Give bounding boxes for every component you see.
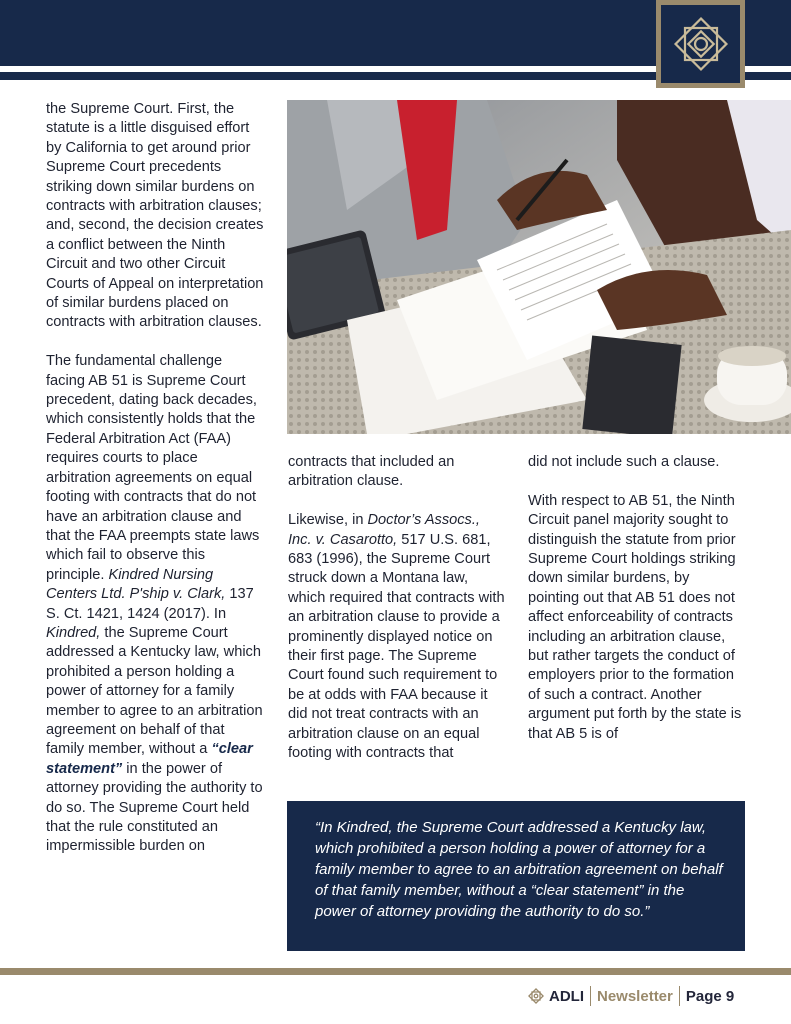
page-footer	[528, 984, 734, 1008]
column-2	[288, 453, 506, 763]
column-3	[528, 453, 742, 744]
col2-paragraph-2: Likewise, in Doctor’s Assocs., Inc. v. Casarotto, 517 U.S. 681, 683 (1996), the Supreme Court struck down a Montana law, which required that contracts with an arbitration clause to provide a prominently displayed notice on their first page. The Supreme Court found such requirement to be at odds with FAA because it did not treat contracts with an arbitration clause on an equal footing with contracts that	[288, 512, 505, 762]
page-number: Page 9	[685, 987, 735, 1005]
footer-brand: ADLI	[549, 987, 584, 1005]
case-citation-casarotto: Doctor’s Assocs., Inc. v. Casarotto,	[288, 512, 480, 548]
business-meeting-photo	[287, 100, 791, 434]
footer-divider	[590, 986, 591, 1006]
footer-rule	[0, 968, 791, 975]
pull-quote: “In Kindred, the Supreme Court addressed a Kentucky law, which prohibited a person holding a power of attorney for a family member to agree to an arbitration agreement on behalf of that family member, without a “clear statement” in the power of attorney providing the authority to do so.”	[287, 801, 745, 951]
col3-paragraph-2: With respect to AB 51, the Ninth Circuit panel majority sought to distinguish the statute from prior Supreme Court holdings striking down similar burdens, by pointing out that AB 51 does not affect enforceability of contracts including an arbitration clause, but rather targets the conduct of employers prior to the formation of such a contract. Another argument put forth by the state is that AB 5 is of	[528, 492, 742, 742]
geometric-knot-logo-icon	[669, 12, 733, 76]
logo	[656, 0, 745, 88]
col3-paragraph-1: did not include such a clause.	[528, 454, 720, 470]
col1-paragraph-2: The fundamental challenge facing AB 51 is Supreme Court precedent, dating back decades, which consistently holds that the Federal Arbitration Act (FAA) requires courts to place arbitration agreements on equal footing with contracts that do not have an arbitration clause and that the FAA preempts state laws which fail to observe this principle. Kindred Nursing Centers Ltd. P'ship v. Clark, 137 S. Ct. 1421, 1424 (2017). In Kindred, the Supreme Court addressed a Kentucky law, which prohibited a person holding a power of attorney for a family member to agree to an arbitration agreement on behalf of that family member, without a “clear statement” in the power of attorney providing the authority to do so. The Supreme Court held that the rule constituted an impermissible burden on	[46, 353, 263, 855]
adli-knot-icon	[528, 988, 544, 1004]
clear-statement-highlight: “clear statement”	[46, 741, 253, 777]
column-1	[46, 100, 264, 857]
case-citation-kindred: Kindred Nursing Centers Ltd. P'ship v. Clark,	[46, 566, 226, 603]
footer-newsletter: Newsletter	[597, 987, 673, 1005]
col2-paragraph-1: contracts that included an arbitration clause.	[288, 454, 455, 490]
col1-paragraph-1: the Supreme Court. First, the statute is a little disguised effort by California to get around prior Supreme Court precedents striking down similar burdens on contracts with arbitration clauses; and, second, the decision creates a conflict between the Ninth Circuit and two other Circuit Courts of Appeal on interpretation of similar burdens placed on contracts with arbitration clauses.	[46, 101, 264, 331]
footer-divider	[679, 986, 680, 1006]
